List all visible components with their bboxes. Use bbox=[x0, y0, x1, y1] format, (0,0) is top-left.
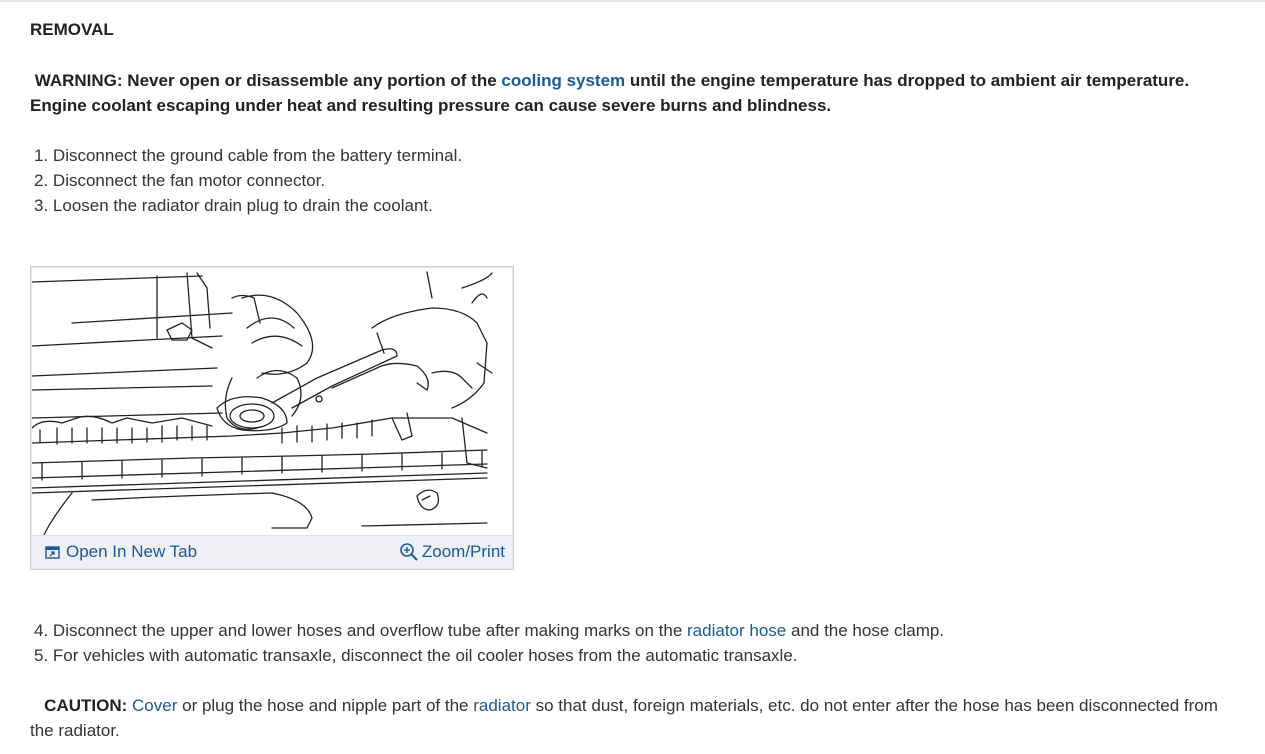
removal-steps-list bbox=[34, 143, 462, 218]
list-item bbox=[34, 643, 944, 668]
radiator-drain-plug-illustration[interactable] bbox=[32, 268, 512, 535]
caution-text-after: so that dust, foreign materials, etc. do not enter after the hose has been disconnected from the radiator. bbox=[30, 696, 1218, 740]
warning-text-before: Never open or disassemble any portion of the bbox=[127, 71, 497, 90]
open-in-new-tab-label: Open In New Tab bbox=[66, 542, 198, 561]
zoom-in-icon bbox=[399, 542, 419, 562]
cooling-system-link[interactable]: cooling system bbox=[501, 71, 626, 90]
open-in-new-tab-button[interactable] bbox=[45, 542, 197, 562]
step-text-before: Disconnect the upper and lower hoses and overflow tube after making marks on the bbox=[52, 621, 683, 640]
step-text: Loosen the radiator drain plug to drain the coolant. bbox=[52, 196, 433, 215]
warning-paragraph bbox=[30, 68, 1235, 118]
section-heading: REMOVAL bbox=[30, 20, 114, 39]
step-number: 5. bbox=[34, 646, 49, 665]
caution-label: CAUTION: bbox=[44, 696, 128, 715]
step-number: 3. bbox=[34, 196, 49, 215]
warning-text-after: until the engine temperature has dropped to ambient air temperature. Engine coolant escaping under heat and resulting pressure can cause severe burns and blindness. bbox=[30, 71, 1190, 115]
step-number: 4. bbox=[34, 621, 49, 640]
step-text: For vehicles with automatic transaxle, disconnect the oil cooler hoses from the automatic transaxle. bbox=[52, 646, 798, 665]
list-item bbox=[34, 618, 944, 643]
step-number: 1. bbox=[34, 146, 49, 165]
caution-text-mid: or plug the hose and nipple part of the bbox=[182, 696, 469, 715]
zoom-print-label: Zoom/Print bbox=[421, 542, 505, 561]
cover-link[interactable]: Cover bbox=[132, 696, 178, 715]
figure-toolbar bbox=[32, 535, 512, 568]
step-text-after: and the hose clamp. bbox=[790, 621, 945, 640]
removal-steps-list-continued bbox=[34, 618, 944, 668]
caution-paragraph bbox=[30, 693, 1235, 743]
radiator-link[interactable]: radiator bbox=[473, 696, 531, 715]
list-item bbox=[34, 193, 462, 218]
step-number: 2. bbox=[34, 171, 49, 190]
radiator-drain-figure bbox=[30, 266, 514, 570]
radiator-hose-link[interactable]: radiator hose bbox=[687, 621, 787, 640]
step-text: Disconnect the ground cable from the battery terminal. bbox=[52, 146, 463, 165]
list-item bbox=[34, 168, 462, 193]
step-text: Disconnect the fan motor connector. bbox=[52, 171, 326, 190]
zoom-print-button[interactable] bbox=[399, 542, 505, 562]
top-divider bbox=[0, 0, 1265, 2]
list-item bbox=[34, 143, 462, 168]
warning-label: WARNING: bbox=[34, 71, 123, 90]
open-new-tab-icon bbox=[45, 546, 60, 559]
